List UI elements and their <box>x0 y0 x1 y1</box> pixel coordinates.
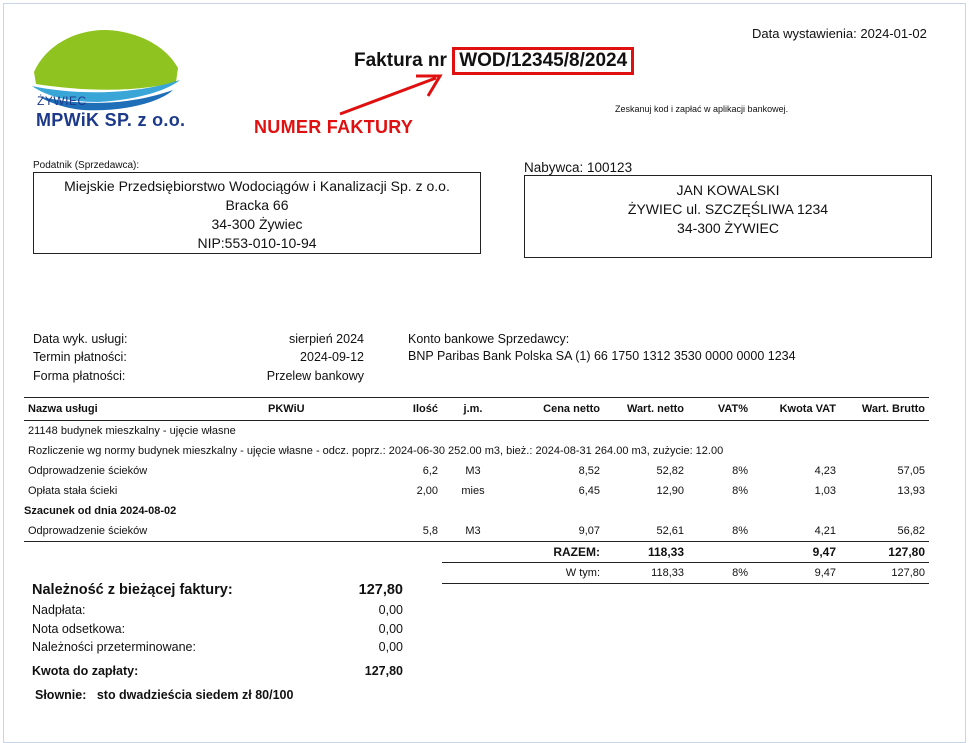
words-label: Słownie: <box>35 688 87 702</box>
scan-note: Zeskanuj kod i zapłać w aplikacji bankowej. <box>615 104 789 114</box>
invoice-number-annotation: NUMER FAKTURY <box>254 117 414 137</box>
invoice-title-prefix: Faktura nr <box>354 50 447 71</box>
cell-vat: 4,21 <box>752 521 840 542</box>
cell-netto: 52,82 <box>656 465 684 477</box>
wtym-vat: 9,47 <box>752 563 840 584</box>
estimate-label: Szacunek od dnia 2024-08-02 <box>24 505 177 517</box>
cell-vat-rate: 8% <box>688 521 752 542</box>
bank-account: BNP Paribas Bank Polska SA (1) 66 1750 1312 3530 0000 0000 1234 <box>408 349 796 363</box>
col-header: j.m. <box>442 398 504 421</box>
issue-date: Data wystawienia: 2024-01-02 <box>752 26 927 41</box>
logo-name: MPWiK SP. z o.o. <box>36 110 186 130</box>
sum-label: RAZEM: <box>504 542 604 563</box>
annotation-arrow-icon <box>336 70 446 120</box>
cell-brutto: 13,93 <box>897 485 925 497</box>
buyer-label: Nabywca: 100123 <box>524 160 633 175</box>
cell-price: 8,52 <box>578 465 600 477</box>
buyer-street: ŻYWIEC ul. SZCZĘŚLIWA 1234 <box>627 201 829 217</box>
seller-city: 34-300 Żywiec <box>211 216 303 232</box>
cell-price: 6,45 <box>578 485 600 497</box>
due-current-value: 127,80 <box>358 582 403 598</box>
cell-brutto: 57,05 <box>897 465 925 477</box>
amount-in-words <box>35 688 293 702</box>
buyer-city: 34-300 ŻYWIEC <box>677 220 779 236</box>
col-header: PKWiU <box>264 398 356 421</box>
seller-box <box>33 172 481 254</box>
cell-unit: mies <box>461 485 485 497</box>
buyer-box <box>524 175 932 258</box>
to-pay-value: 127,80 <box>364 664 403 678</box>
col-header: Wart. netto <box>604 398 688 421</box>
due-date-label: Termin płatności: <box>33 350 127 364</box>
col-header: Kwota VAT <box>752 398 840 421</box>
cell-vat: 4,23 <box>814 465 836 477</box>
settlement-row <box>24 441 929 461</box>
overpay-value: 0,00 <box>378 603 403 617</box>
settlement-text: Rozliczenie wg normy budynek mieszkalny - ujęcie własne - odcz. poprz.: 2024-06-30 252.00 m3, bież.: 2024-08-31 264.00 m3, zużycie: 12.00 <box>28 445 724 457</box>
cell-unit: M3 <box>465 465 481 477</box>
buyer-name: JAN KOWALSKI <box>676 182 780 198</box>
cell-pkwiu <box>264 521 356 542</box>
interest-label: Nota odsetkowa: <box>32 622 126 636</box>
cell-name: Odprowadzenie ścieków <box>28 465 148 477</box>
wtym-netto: 118,33 <box>604 563 688 584</box>
sum-row <box>24 542 929 563</box>
items-table <box>24 397 929 584</box>
sum-brutto: 127,80 <box>840 542 929 563</box>
service-date-label: Data wyk. usługi: <box>33 332 128 346</box>
table-row <box>24 521 929 542</box>
col-header: VAT% <box>688 398 752 421</box>
col-header: Ilość <box>356 398 442 421</box>
cell-pkwiu <box>264 481 356 501</box>
cell-qty: 2,00 <box>416 485 438 497</box>
estimate-row <box>24 501 929 521</box>
cell-netto: 12,90 <box>656 485 684 497</box>
invoice-number: WOD/12345/8/2024 <box>452 47 634 75</box>
location-row <box>24 421 929 442</box>
words-value: sto dwadzieścia siedem zł 80/100 <box>96 688 294 702</box>
bank-label: Konto bankowe Sprzedawcy: <box>408 332 570 346</box>
table-row <box>24 461 929 481</box>
overdue-label: Należności przeterminowane: <box>32 640 196 654</box>
sum-netto: 118,33 <box>604 542 688 563</box>
cell-unit: M3 <box>442 521 504 542</box>
col-header: Wart. Brutto <box>840 398 929 421</box>
seller-name: Miejskie Przedsiębiorstwo Wodociągów i Kanalizacji Sp. z o.o. <box>64 178 450 194</box>
cell-qty: 5,8 <box>356 521 442 542</box>
interest-value: 0,00 <box>378 622 403 636</box>
cell-vat: 1,03 <box>814 485 836 497</box>
due-date-value: 2024-09-12 <box>300 350 364 364</box>
wtym-brutto: 127,80 <box>840 563 929 584</box>
to-pay-label: Kwota do zapłaty: <box>32 664 139 678</box>
seller-street: Bracka 66 <box>225 197 289 213</box>
cell-price: 9,07 <box>504 521 604 542</box>
overdue-value: 0,00 <box>378 640 403 654</box>
col-header: Cena netto <box>504 398 604 421</box>
service-date-value: sierpień 2024 <box>288 332 364 346</box>
table-row <box>24 481 929 501</box>
payment-form-label: Forma płatności: <box>33 369 126 383</box>
cell-brutto: 56,82 <box>840 521 929 542</box>
logo-city: ŻYWIEC <box>37 94 87 108</box>
cell-vat-rate: 8% <box>732 465 748 477</box>
payment-form-value: Przelew bankowy <box>266 369 364 383</box>
col-header: Nazwa usługi <box>24 398 264 421</box>
table-header-row <box>24 398 929 421</box>
due-current-label: Należność z bieżącej faktury: <box>32 582 233 598</box>
cell-pkwiu <box>264 461 356 481</box>
cell-vat-rate: 8% <box>732 485 748 497</box>
cell-netto: 52,61 <box>604 521 688 542</box>
cell-name: Opłata stała ścieki <box>28 485 118 497</box>
wtym-rate: 8% <box>688 563 752 584</box>
location-text: 21148 budynek mieszkalny - ujęcie własne <box>28 425 236 437</box>
cell-qty: 6,2 <box>422 465 438 477</box>
sum-vat: 9,47 <box>752 542 840 563</box>
wtym-row <box>24 563 929 584</box>
seller-nip: NIP:553-010-10-94 <box>197 235 317 251</box>
wtym-label: W tym: <box>504 563 604 584</box>
seller-label: Podatnik (Sprzedawca): <box>33 160 140 171</box>
cell-name: Odprowadzenie ścieków <box>24 521 264 542</box>
overpay-label: Nadpłata: <box>32 603 86 617</box>
